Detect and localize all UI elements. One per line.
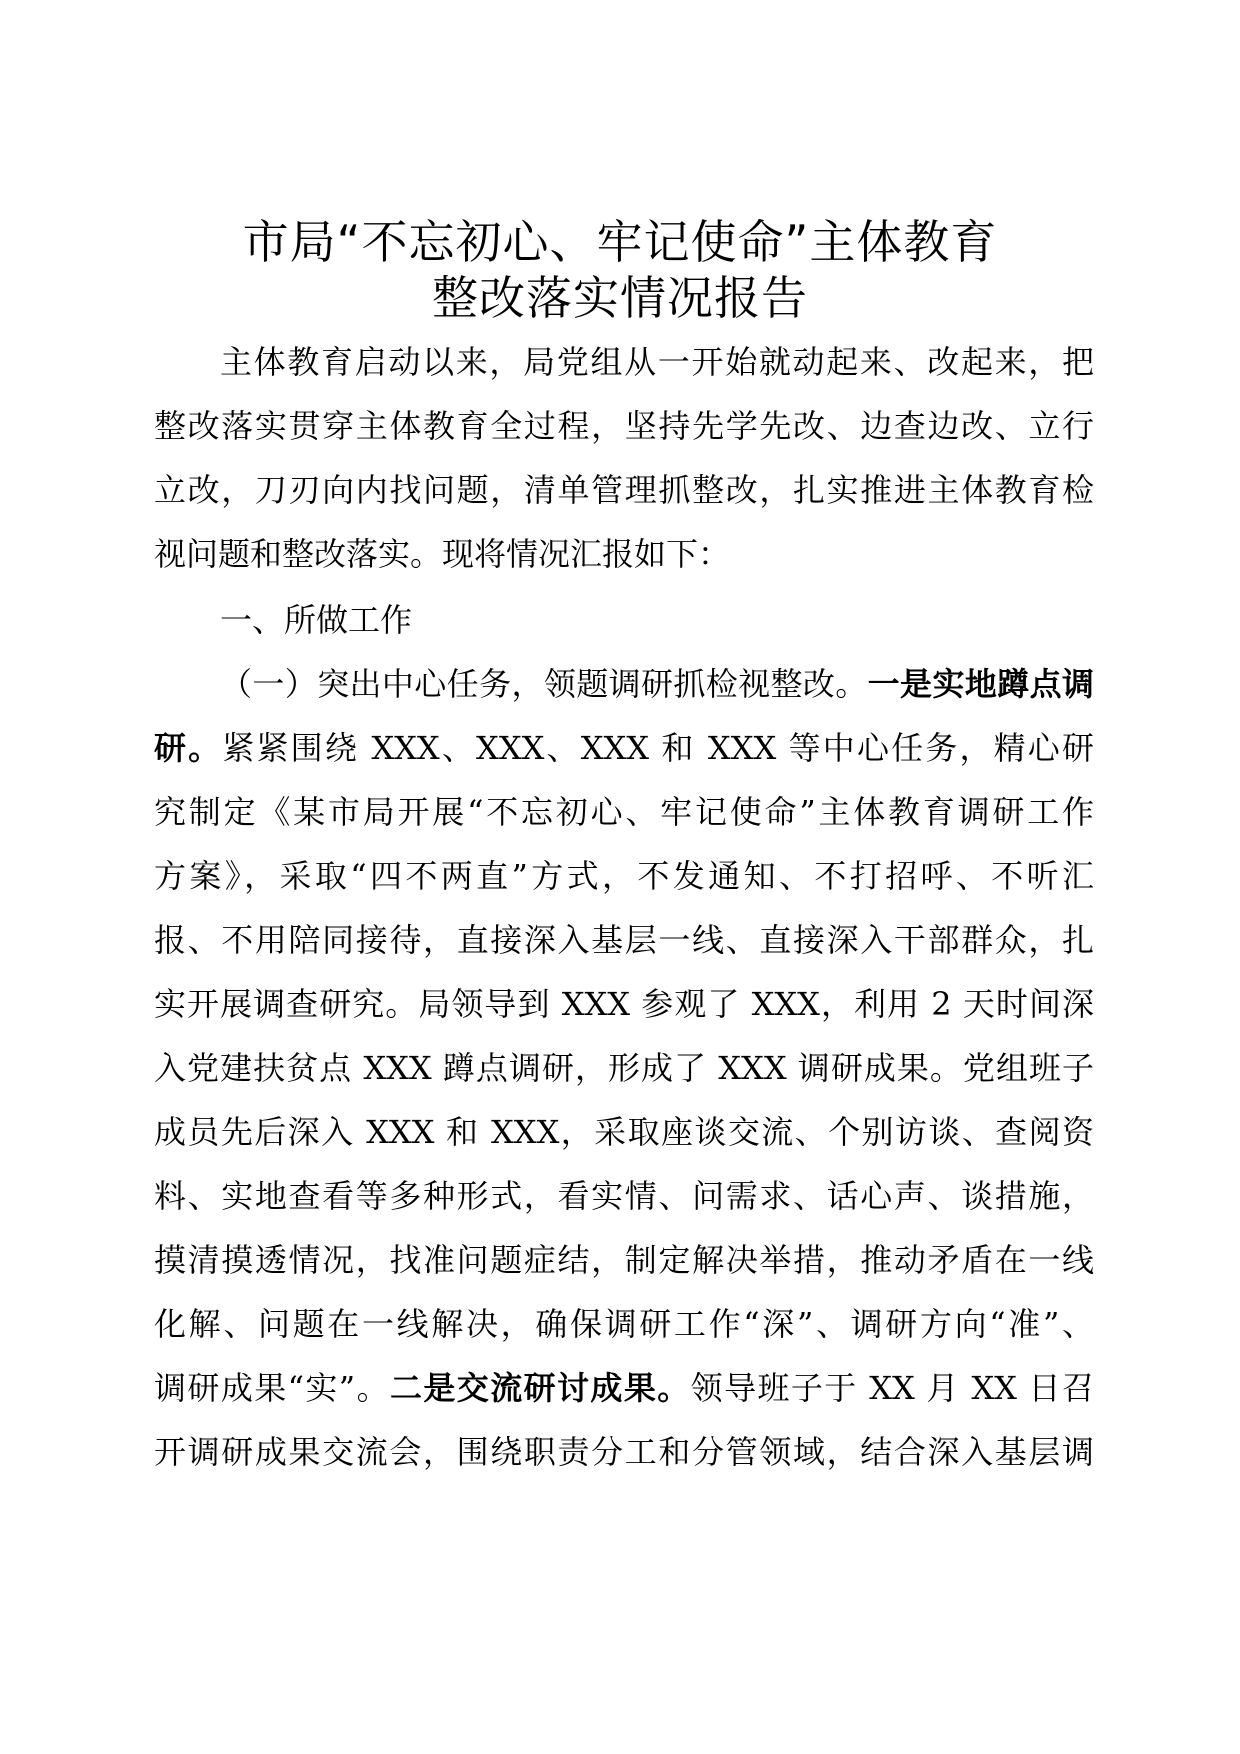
paragraph-intro-line-1: 主体教育启动以来，局党组从一开始就动起来、改起来，把 xyxy=(220,343,1094,381)
paragraph-line-14: 料、实地查看等多种形式，看实情、问需求、话心声、谈措施， xyxy=(154,1177,1094,1215)
document-title-line-1: 市局“不忘初心、牢记使命”主体教育 xyxy=(242,215,998,269)
paragraph-line-17 xyxy=(154,1356,1094,1420)
paragraph-intro-line-4: 视问题和整改落实。现将情况汇报如下： xyxy=(154,535,731,573)
paragraph-intro-line-3: 立改，刀刃向内找问题，清单管理抓整改，扎实推进主体教育检 xyxy=(154,471,1094,509)
paragraph-line-18: 开调研成果交流会，围绕职责分工和分管领域，结合深入基层调 xyxy=(154,1433,1094,1471)
paragraph-line-9: 方案》，采取“四不两直”方式，不发通知、不打招呼、不听汇 xyxy=(154,857,1094,895)
paragraph-line-12: 入党建扶贫点 XXX 蹲点调研，形成了 XXX 调研成果。党组班子 xyxy=(154,1049,1094,1087)
paragraph-line-16: 化解、问题在一线解决，确保调研工作“深”、调研方向“准”、 xyxy=(154,1305,1094,1343)
paragraph-line-8: 究制定《某市局开展“不忘初心、牢记使命”主体教育调研工作 xyxy=(154,793,1094,831)
paragraph-line-11: 实开展调查研究。局领导到 XXX 参观了 XXX，利用 2 天时间深 xyxy=(154,985,1094,1023)
subsection-heading: （一）突出中心任务，领题调研抓检视整改。 xyxy=(220,665,868,703)
paragraph-line-13: 成员先后深入 XXX 和 XXX，采取座谈交流、个别访谈、查阅资 xyxy=(154,1113,1094,1151)
paragraph-line-17-text-b: 领导班子于 XX 月 XX 日召 xyxy=(690,1369,1094,1407)
paragraph-line-7 xyxy=(154,716,1094,780)
bold-point-1-end: 研。 xyxy=(154,729,223,767)
section-heading-1: 一、所做工作 xyxy=(220,601,413,639)
paragraph-line-15: 摸清摸透情况，找准问题症结，制定解决举措，推动矛盾在一线 xyxy=(154,1241,1094,1279)
paragraph-line-7-text: 紧紧围绕 XXX、XXX、XXX 和 XXX 等中心任务，精心研 xyxy=(222,729,1094,767)
bold-point-1-start: 一是实地蹲点调 xyxy=(867,665,1094,703)
paragraph-line-6 xyxy=(220,652,1094,716)
paragraph-line-10: 报、不用陪同接待，直接深入基层一线、直接深入干部群众，扎 xyxy=(154,921,1094,959)
paragraph-intro-line-2: 整改落实贯穿主体教育全过程，坚持先学先改、边查边改、立行 xyxy=(154,407,1094,445)
paragraph-line-17-text-a: 调研成果“实”。 xyxy=(154,1369,390,1407)
document-title-line-2: 整改落实情况报告 xyxy=(432,271,808,325)
bold-point-2: 二是交流研讨成果。 xyxy=(389,1369,691,1407)
